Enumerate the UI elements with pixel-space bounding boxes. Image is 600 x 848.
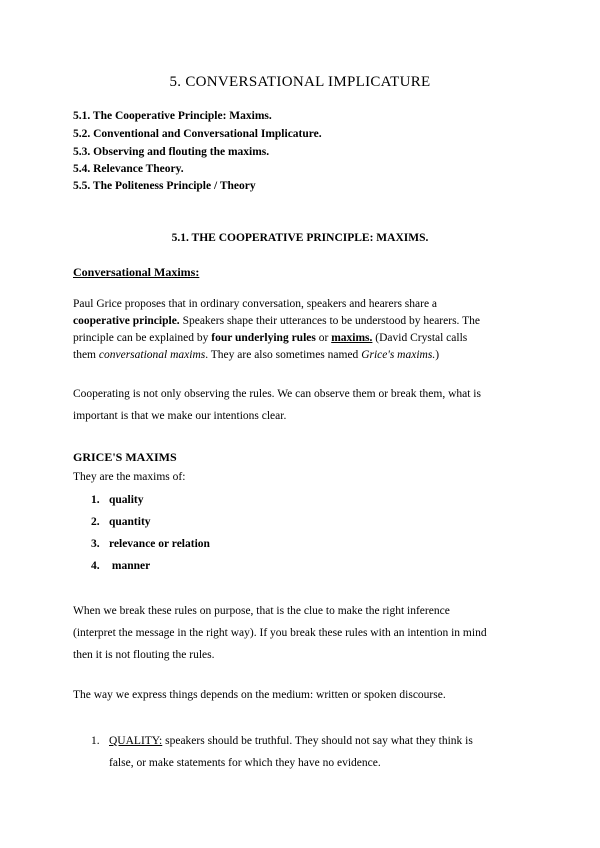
toc-item-1: 5.1. The Cooperative Principle: Maxims. xyxy=(73,110,272,122)
toc-item-4: 5.4. Relevance Theory. xyxy=(73,163,184,175)
p1-line-c3: (David Crystal calls xyxy=(372,332,468,344)
p1-italic-2: Grice's maxims. xyxy=(361,349,436,361)
p1-line-c: principle can be explained by xyxy=(73,332,212,344)
list-label: quantity xyxy=(109,516,151,528)
paragraph-2 xyxy=(73,383,533,427)
quality-line-b: false, or make statements for which they have no evidence. xyxy=(109,757,381,769)
page-title: 5. CONVERSATIONAL IMPLICATURE xyxy=(169,74,431,90)
p1-bold-term: cooperative principle. xyxy=(73,315,180,327)
list-number: 2. xyxy=(91,516,100,528)
p1-line-a: Paul Grice proposes that in ordinary conversation, speakers and hearers share a xyxy=(73,298,438,310)
p3-line-a: When we break these rules on purpose, that is the clue to make the right inference xyxy=(73,605,450,617)
section-heading: 5.1. THE COOPERATIVE PRINCIPLE: MAXIMS. xyxy=(171,232,429,244)
p1-line-d3: ) xyxy=(435,349,440,361)
list-item xyxy=(91,560,150,572)
list-item xyxy=(91,494,144,506)
p1-line-b: Speakers shape their utterances to be understood by hearers. The xyxy=(179,315,480,327)
p1-bold-maxims: maxims. xyxy=(331,332,373,344)
p3-line-b: (interpret the message in the right way). If you break these rules with an intention in mind xyxy=(73,627,487,639)
grice-intro: They are the maxims of: xyxy=(73,471,186,483)
paragraph-4: The way we express things depends on the medium: written or spoken discourse. xyxy=(73,689,446,701)
toc-item-5: 5.5. The Politeness Principle / Theory xyxy=(73,180,256,192)
quality-label: QUALITY: xyxy=(109,735,163,747)
p1-line-d2: . They are also sometimes named xyxy=(205,349,362,361)
list-label: relevance or relation xyxy=(109,538,210,550)
p3-line-c: then it is not flouting the rules. xyxy=(73,649,215,661)
paragraph-3 xyxy=(73,600,533,666)
list-label: manner xyxy=(109,560,151,572)
p1-line-d: them xyxy=(73,349,99,361)
subheading: Conversational Maxims: xyxy=(73,265,200,279)
quality-line-a: speakers should be truthful. They should not say what they think is xyxy=(162,735,473,747)
grice-heading: GRICE'S MAXIMS xyxy=(73,450,177,464)
paragraph-1 xyxy=(73,296,533,364)
toc-item-3: 5.3. Observing and flouting the maxims. xyxy=(73,146,270,158)
toc-item-2: 5.2. Conventional and Conversational Implicature. xyxy=(73,128,322,140)
list-item xyxy=(91,538,210,550)
quality-number: 1. xyxy=(91,735,100,747)
list-label: quality xyxy=(109,494,144,506)
p2-line-a: Cooperating is not only observing the rules. We can observe them or break them, what is xyxy=(73,388,481,400)
p1-or: or xyxy=(315,332,332,344)
list-number: 3. xyxy=(91,538,100,550)
list-number: 1. xyxy=(91,494,100,506)
p1-italic-1: conversational maxims xyxy=(98,349,206,361)
list-item xyxy=(91,516,151,528)
p2-line-b: important is that we make our intentions clear. xyxy=(73,410,287,422)
p1-bold-rules: four underlying rules xyxy=(211,332,316,344)
list-number: 4. xyxy=(91,560,100,572)
quality-item xyxy=(91,730,541,774)
